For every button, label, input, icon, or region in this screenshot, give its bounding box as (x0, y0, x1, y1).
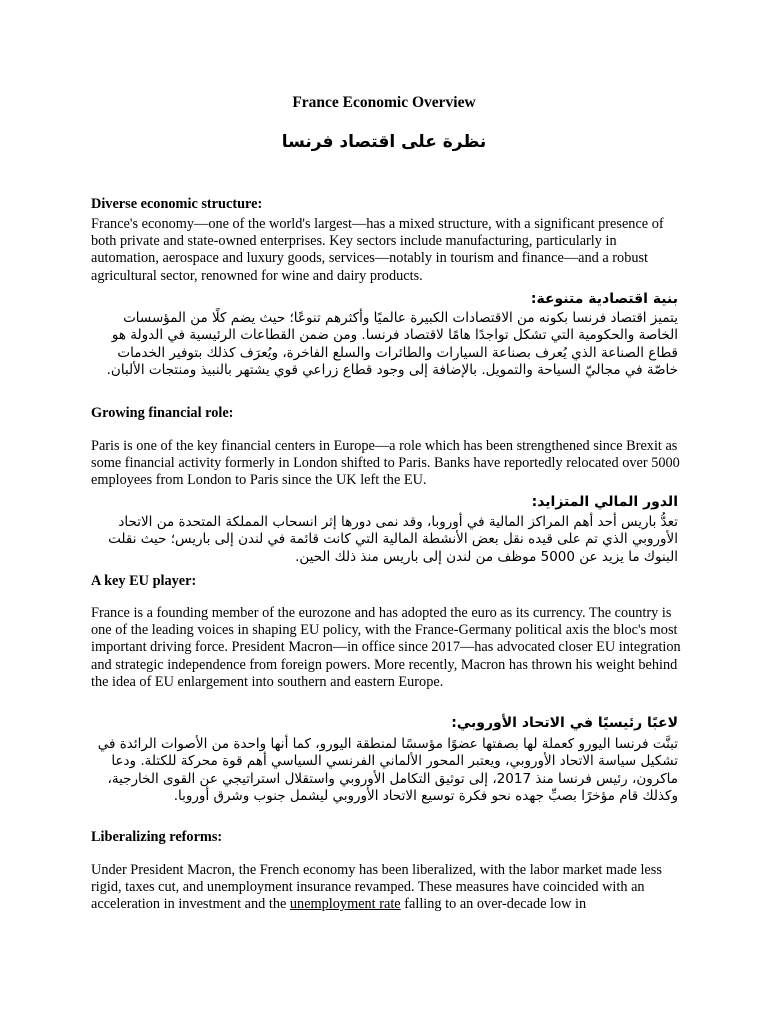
section-paragraph: France's economy—one of the world's largest—has a mixed structure, with a significant presence of both private and state-owned enterprises. Key sectors include manufacturing, particularly in automation, aerospace and luxury goods, services—notably in tourism and finance—and a robust agricultural sector, renowned for wine and dairy products. (91, 216, 664, 284)
section-paragraph-arabic: تعدُّ باريس أحد أهم المراكز المالية في أوروبا، وقد نمى دورها إثر انسحاب المملكة المتحدة من الاتحاد الأوروبي الذي تم على قيده نقل بعض الأنشطة المالية التي كانت قائمة في لندن إلى باريس؛ حيث نقلت البنوك ما يزيد عن 5000 موظف من لندن إلى باريس منذ ذلك الحين. (108, 514, 678, 565)
document-title: France Economic Overview (292, 94, 476, 111)
section-heading-arabic: لاعبًا رئيسيًا في الاتحاد الأوروبي: (451, 715, 678, 731)
section-paragraph: France is a founding member of the eurozone and has adopted the euro as its currency. The country is one of the leading voices in shaping EU policy, with the France-Germany political axis the bloc's most important driving force. President Macron—in office since 2017—has advocated closer EU integration and strategic independence from foreign powers. More recently, Macron has thrown his weight behind the idea of EU enlargement into southern and eastern Europe. (91, 605, 681, 690)
section-paragraph: Paris is one of the key financial centers in Europe—a role which has been strengthened since Brexit as some financial activity formerly in London shifted to Paris. Banks have reportedly relocated over 5000 employees from London to Paris since the UK left the EU. (91, 438, 680, 489)
paragraph-text: Under President Macron, the French economy has been liberalized, with the labor market made less rigid, taxes cut, and unemployment insurance revamped. These measures have coincided with an acceleration in investment and the (91, 862, 662, 913)
section-heading: A key EU player: (91, 573, 197, 589)
section-heading-arabic: بنية اقتصادية متنوعة: (530, 291, 678, 307)
section-paragraph-arabic: تبنَّت فرنسا اليورو كعملة لها بصفتها عضوًا مؤسسًا لمنطقة اليورو، كما أنها واحدة من الأصوات الرائدة في تشكيل سياسة الاتحاد الأوروبي، ويعتبر المحور الألماني الفرنسي السياسي أهم قوة محركة للكتلة. ودعا ماكرون، رئيس فرنسا منذ 2017، إلى توثيق التكامل الأوروبي واستقلال استراتيجي عن القوى الخارجية، وكذلك قام مؤخرًا بصبِّ جهده نحو فكرة توسيع الاتحاد الأوروبي ليشمل جنوب وشرق أوروبا. (97, 736, 678, 805)
section-heading: Diverse economic structure: (91, 196, 263, 212)
section-heading-arabic: الدور المالي المتزايد: (531, 494, 678, 510)
section-paragraph (91, 862, 681, 914)
section-paragraph-arabic: يتميز اقتصاد فرنسا بكونه من الاقتصادات الكبيرة عالميًا وأكثرهم تنوعًا؛ حيث يضم كلًا من المؤسسات الخاصة والحكومية التي تشكل تواجدًا هامًا لاقتصاد فرنسا. ومن ضمن القطاعات الرئيسية في الدولة هو قطاع الصناعة الذي يُعرف بصناعة السيارات والطائرات والسلع الفاخرة، ويُعرَف كذلك بتوفير الخدمات خاصّة في مجاليّ السياحة والتمويل. بالإضافة إلى وجود قطاع زراعي قوي يشتهر بالنبيذ ومنتجات الألبان. (106, 310, 678, 379)
section-heading: Liberalizing reforms: (91, 829, 223, 845)
paragraph-text: falling to an over-decade low in (400, 896, 587, 913)
unemployment-rate-link[interactable]: unemployment rate (289, 896, 401, 913)
document-title-arabic: نظرة على اقتصاد فرنسا (281, 132, 487, 152)
section-heading: Growing financial role: (91, 405, 234, 421)
